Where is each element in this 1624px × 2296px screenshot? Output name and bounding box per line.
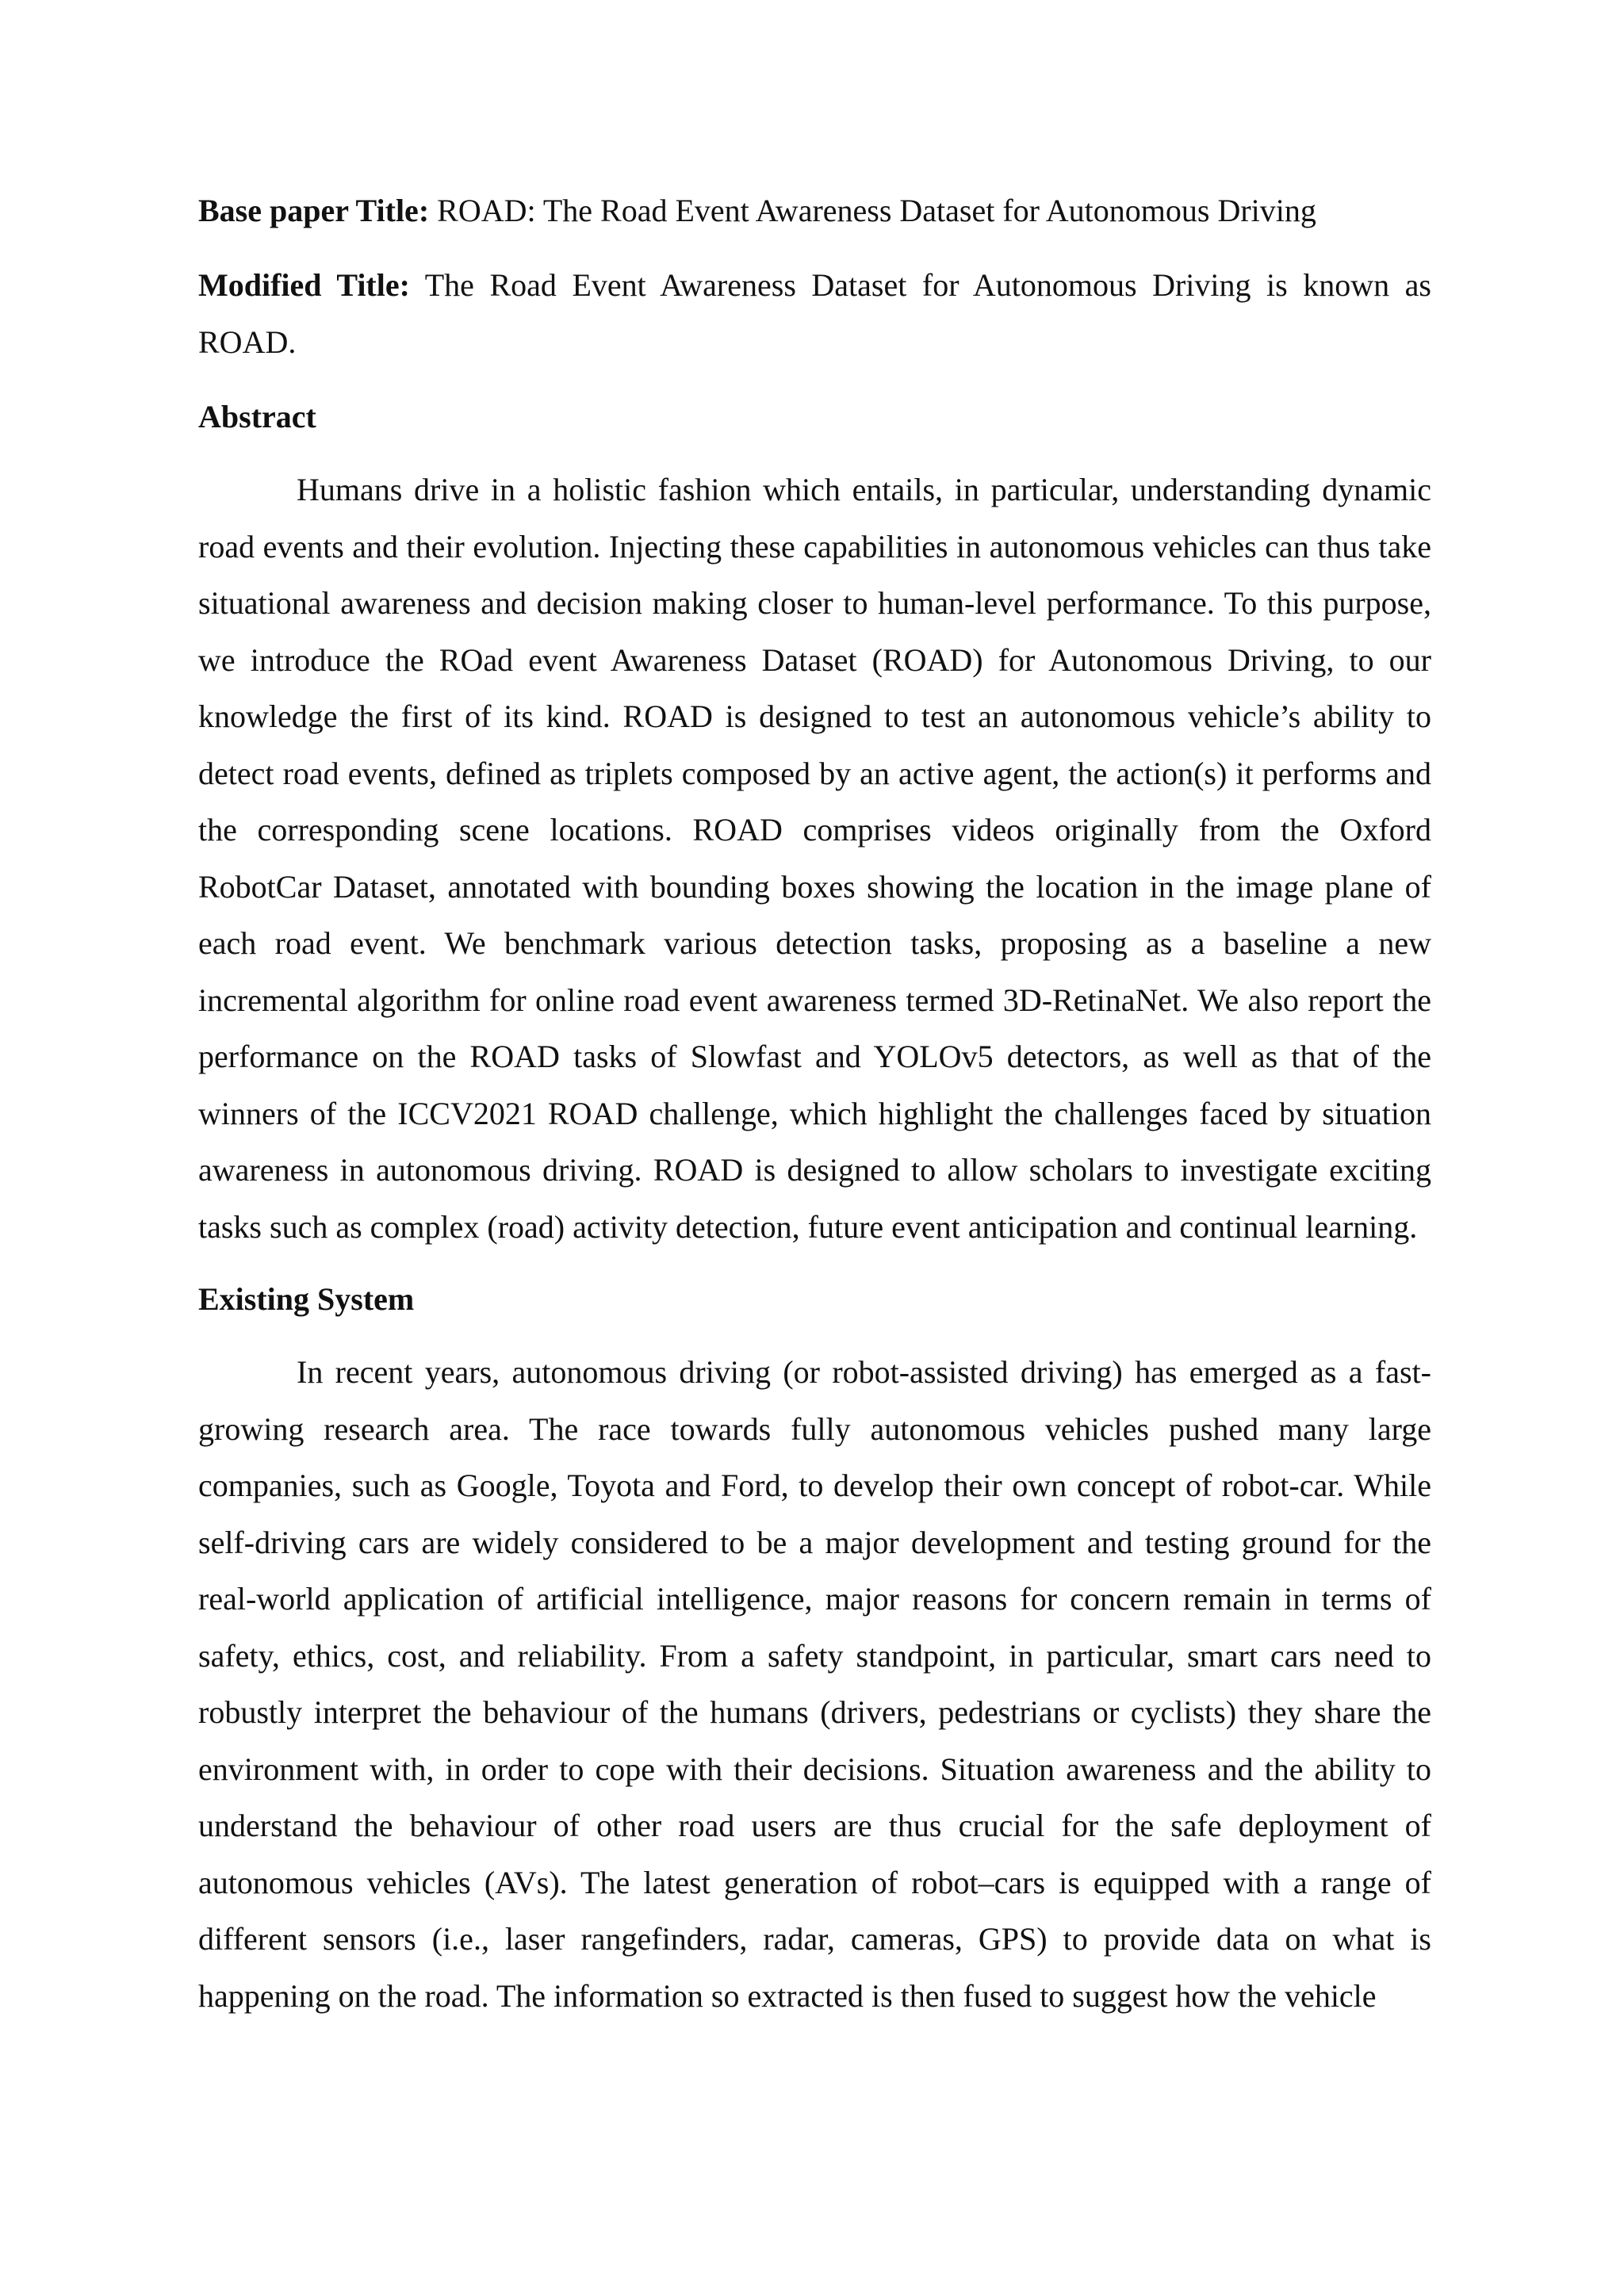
modified-title-label: Modified Title:: [198, 267, 410, 303]
existing-system-paragraph: In recent years, autonomous driving (or robot-assisted driving) has emerged as a fast-growing research area. The race towards fully autonomous vehicles pushed many large companies, such as Google, Toyota and Ford, to develop their own concept of robot-car. While self-driving cars are widely considered to be a major development and testing ground for the real-world application of artificial intelligence, major reasons for concern remain in terms of safety, ethics, cost, and reliability. From a safety standpoint, in particular, smart cars need to robustly interpret the behaviour of the humans (drivers, pedestrians or cyclists) they share the environment with, in order to cope with their decisions. Situation awareness and the ability to understand the behaviour of other road users are thus crucial for the safe deployment of autonomous vehicles (AVs). The latest generation of robot–cars is equipped with a range of different sensors (i.e., laser rangefinders, radar, cameras, GPS) to provide data on what is happening on the road. The information so extracted is then fused to suggest how the vehicle: [198, 1354, 1431, 2014]
modified-title-text: The Road Event Awareness Dataset for Autonomous Driving is known as ROAD.: [198, 267, 1431, 360]
abstract-heading: Abstract: [198, 399, 316, 434]
base-paper-title-label: Base paper Title:: [198, 193, 430, 228]
base-paper-title: [198, 182, 1431, 239]
abstract-paragraph: Humans drive in a holistic fashion which entails, in particular, understanding dynamic road events and their evolution. Injecting these capabilities in autonomous vehicles can thus take situational awareness and decision making closer to human-level performance. To this purpose, we introduce the ROad event Awareness Dataset (ROAD) for Autonomous Driving, to our knowledge the first of its kind. ROAD is designed to test an autonomous vehicle’s ability to detect road events, defined as triplets composed by an active agent, the action(s) it performs and the corresponding scene locations. ROAD comprises videos originally from the Oxford RobotCar Dataset, annotated with bounding boxes showing the location in the image plane of each road event. We benchmark various detection tasks, proposing as a baseline a new incremental algorithm for online road event awareness termed 3D-RetinaNet. We also report the performance on the ROAD tasks of Slowfast and YOLOv5 detectors, as well as that of the winners of the ICCV2021 ROAD challenge, which highlight the challenges faced by situation awareness in autonomous driving. ROAD is designed to allow scholars to investigate exciting tasks such as complex (road) activity detection, future event anticipation and continual learning.: [198, 472, 1431, 1245]
existing-system-heading: Existing System: [198, 1281, 415, 1317]
document-content: [198, 182, 1431, 2040]
base-paper-title-text: ROAD: The Road Event Awareness Dataset for Autonomous Driving: [437, 193, 1316, 228]
modified-title: [198, 257, 1431, 371]
